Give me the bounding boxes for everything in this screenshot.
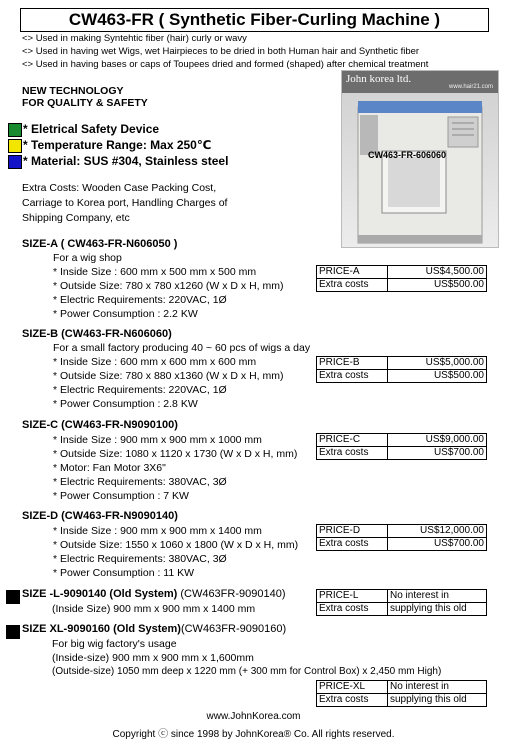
- size-l-heading: [22, 588, 286, 600]
- price-note: No interest in: [388, 681, 487, 694]
- size-xl-price-table: [316, 680, 487, 707]
- photo-url: www.hair21.com: [448, 84, 493, 90]
- feature-temperature: * Temperature Range: Max 250℃: [23, 138, 212, 152]
- size-b-heading: SIZE-B (CW463-FR-N606060): [22, 328, 172, 340]
- feature-material: * Material: SUS #304, Stainless steel: [23, 154, 229, 168]
- yellow-square-icon: [8, 139, 22, 153]
- photo-brand: John korea ltd.: [346, 73, 412, 85]
- size-a-heading: SIZE-A ( CW463-FR-N606050 ): [22, 238, 178, 250]
- size-c-spec: * Outside Size: 1080 x 1120 x 1730 (W x D x H, mm): [53, 448, 298, 460]
- table-row: [317, 434, 487, 447]
- footer-copyright: Copyright ⓒ since 1998 by JohnKorea® Co. All rights reserved.: [112, 729, 395, 740]
- size-c-price-table: [316, 433, 487, 460]
- size-l-model: (CW463FR-9090140): [177, 588, 286, 600]
- size-c-spec: * Motor: Fan Motor 3X6": [53, 462, 166, 474]
- feature-safety: * Eletrical Safety Device: [23, 122, 160, 136]
- price-value: US$12,000.00: [388, 525, 487, 538]
- page-title: CW463-FR ( Synthetic Fiber-Curling Machine ): [20, 8, 489, 32]
- price-label: Extra costs: [317, 279, 388, 292]
- usage-note: <> Used in making Syntehtic fiber (hair) curly or wavy: [22, 33, 247, 44]
- green-square-icon: [8, 123, 22, 137]
- price-note: supplying this old: [388, 694, 487, 707]
- tech-header: FOR QUALITY & SAFETY: [22, 97, 148, 109]
- price-value: US$700.00: [388, 538, 487, 551]
- table-row: [317, 266, 487, 279]
- table-row: [317, 357, 487, 370]
- size-l-spec: (Inside Size) 900 mm x 900 mm x 1400 mm: [52, 603, 256, 615]
- extra-costs-note: Carriage to Korea port, Handling Charges of: [22, 197, 228, 209]
- size-a-price-table: [316, 265, 487, 292]
- footer-website[interactable]: www.JohnKorea.com: [206, 711, 301, 722]
- size-c-spec: * Electric Requirements: 380VAC, 3Ø: [53, 476, 227, 488]
- size-xl-spec: (Inside-size) 900 mm x 900 mm x 1,600mm: [52, 652, 254, 664]
- table-row: [317, 525, 487, 538]
- price-value: US$700.00: [388, 447, 487, 460]
- price-label: PRICE-XL: [317, 681, 388, 694]
- size-a-spec: * Inside Size : 600 mm x 500 mm x 500 mm: [53, 266, 257, 278]
- table-row: [317, 279, 487, 292]
- table-row: [317, 538, 487, 551]
- price-value: US$4,500.00: [388, 266, 487, 279]
- black-square-icon: [6, 625, 20, 639]
- size-l-title: SIZE -L-9090140 (Old System): [22, 588, 178, 600]
- size-xl-title: SIZE XL-9090160 (Old System): [22, 623, 181, 635]
- table-row: [317, 590, 487, 603]
- price-label: PRICE-D: [317, 525, 388, 538]
- size-b-spec: * Electric Requirements: 220VAC, 1Ø: [53, 384, 227, 396]
- usage-note: <> Used in having wet Wigs, wet Hairpieces to be dried in both Human hair and Synthetic fiber: [22, 46, 420, 57]
- black-square-icon: [6, 590, 20, 604]
- extra-costs-note: Extra Costs: Wooden Case Packing Cost,: [22, 182, 217, 194]
- price-label: Extra costs: [317, 538, 388, 551]
- size-d-price-table: [316, 524, 487, 551]
- price-value: US$500.00: [388, 279, 487, 292]
- product-photo: [341, 70, 499, 248]
- size-d-spec: * Power Consumption : 11 KW: [53, 567, 195, 579]
- size-d-spec: * Inside Size : 900 mm x 900 mm x 1400 mm: [53, 525, 262, 537]
- price-value: US$500.00: [388, 370, 487, 383]
- size-c-spec: * Power Consumption : 7 KW: [53, 490, 189, 502]
- size-c-spec: * Inside Size : 900 mm x 900 mm x 1000 mm: [53, 434, 262, 446]
- size-d-spec: * Outside Size: 1550 x 1060 x 1800 (W x D x H, mm): [53, 539, 299, 551]
- price-label: PRICE-C: [317, 434, 388, 447]
- price-value: US$9,000.00: [388, 434, 487, 447]
- table-row: [317, 694, 487, 707]
- price-label: PRICE-A: [317, 266, 388, 279]
- price-label: Extra costs: [317, 694, 388, 707]
- size-d-heading: SIZE-D (CW463-FR-N9090140): [22, 510, 178, 522]
- price-note: supplying this old: [388, 603, 487, 616]
- blue-square-icon: [8, 155, 22, 169]
- price-label: Extra costs: [317, 370, 388, 383]
- size-b-price-table: [316, 356, 487, 383]
- size-b-spec: * Inside Size : 600 mm x 600 mm x 600 mm: [53, 356, 257, 368]
- price-label: PRICE-L: [317, 590, 388, 603]
- price-note: No interest in: [388, 590, 487, 603]
- size-xl-spec: For big wig factory's usage: [52, 638, 177, 650]
- size-b-spec: * Outside Size: 780 x 880 x1360 (W x D x H, mm): [53, 370, 284, 382]
- size-a-spec: * Outside Size: 780 x 780 x1260 (W x D x H, mm): [53, 280, 284, 292]
- size-a-subtitle: For a wig shop: [53, 252, 122, 264]
- price-label: Extra costs: [317, 603, 388, 616]
- price-label: PRICE-B: [317, 357, 388, 370]
- table-row: [317, 370, 487, 383]
- table-row: [317, 681, 487, 694]
- size-l-price-table: [316, 589, 487, 616]
- tech-header: NEW TECHNOLOGY: [22, 85, 124, 97]
- extra-costs-note: Shipping Company, etc: [22, 212, 130, 224]
- size-b-spec: * Power Consumption : 2.8 KW: [53, 398, 198, 410]
- size-xl-model: (CW463FR-9090160): [180, 623, 287, 635]
- size-c-heading: SIZE-C (CW463-FR-N9090100): [22, 419, 178, 431]
- size-xl-spec: (Outside-size) 1050 mm deep x 1220 mm (+ 300 mm for Control Box) x 2,450 mm High): [52, 666, 442, 677]
- size-a-spec: * Electric Requirements: 220VAC, 1Ø: [53, 294, 227, 306]
- table-row: [317, 603, 487, 616]
- photo-model-label: CW463-FR-606060: [368, 150, 447, 160]
- usage-note: <> Used in having bases or caps of Toupees dried and formed (shaped) after chemical treatment: [22, 59, 429, 70]
- price-value: US$5,000.00: [388, 357, 487, 370]
- size-xl-heading: [22, 623, 286, 635]
- size-a-spec: * Power Consumption : 2.2 KW: [53, 308, 198, 320]
- size-d-spec: * Electric Requirements: 380VAC, 3Ø: [53, 553, 227, 565]
- table-row: [317, 447, 487, 460]
- size-b-subtitle: For a small factory producing 40 ~ 60 pcs of wigs a day: [53, 342, 311, 354]
- price-label: Extra costs: [317, 447, 388, 460]
